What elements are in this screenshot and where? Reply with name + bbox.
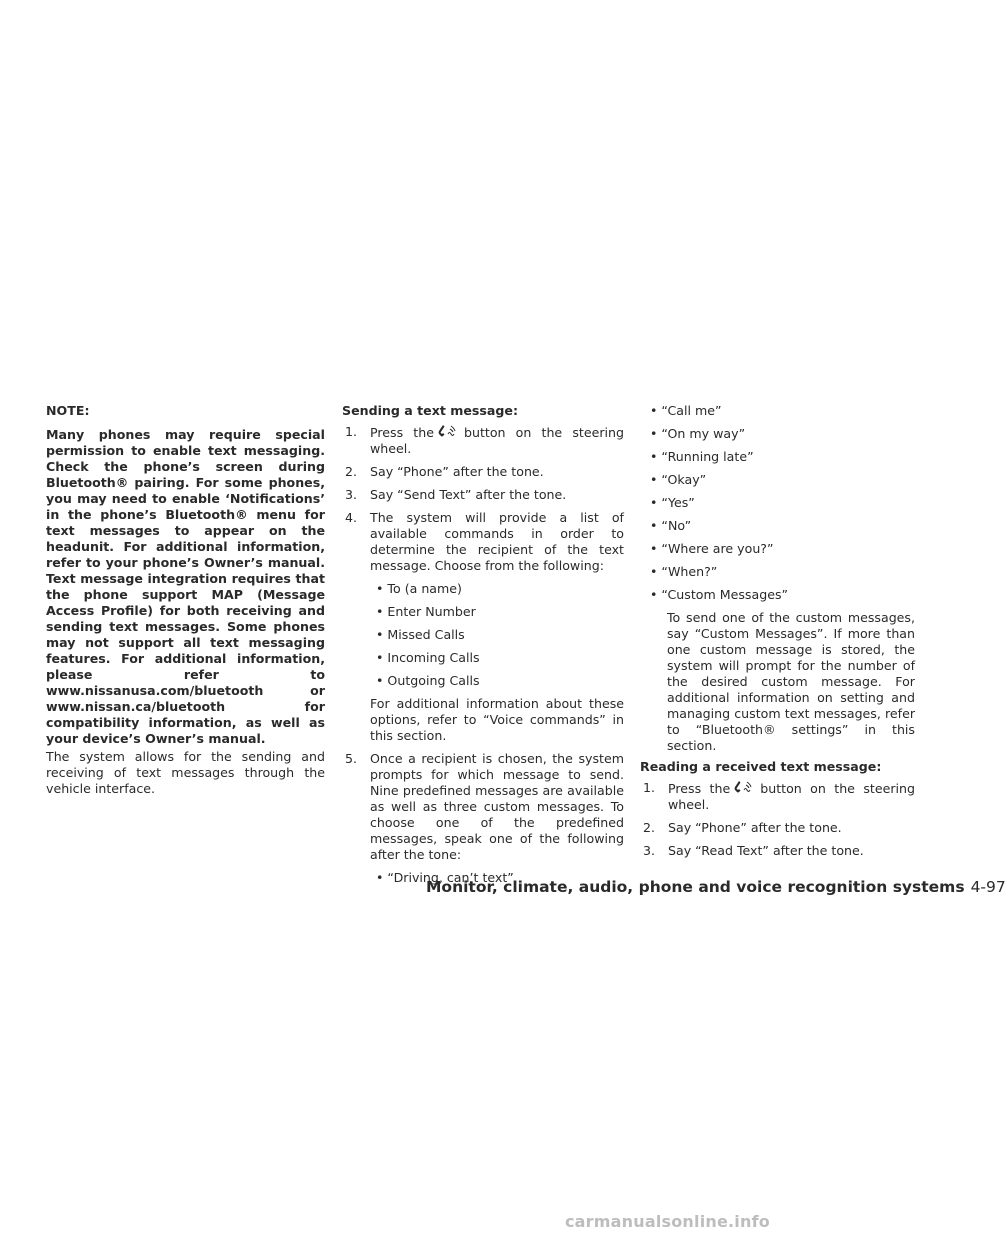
sending-step-5: [345, 751, 624, 863]
reading-step-3: [643, 843, 915, 859]
note-heading: NOTE:: [46, 403, 90, 418]
page-number: 4-97: [970, 878, 1006, 896]
predefined-message: • “When?”: [650, 564, 718, 579]
sending-step-2: [345, 464, 624, 480]
step-number: 4.: [345, 510, 358, 525]
column-3: [640, 403, 915, 866]
predefined-message: • “No”: [650, 518, 692, 533]
predefined-message: • “On my way”: [650, 426, 746, 441]
reading-step-1: [643, 780, 915, 813]
predefined-message: • “Call me”: [650, 403, 722, 418]
sending-step-4: [345, 510, 624, 574]
recipient-option: • Missed Calls: [376, 627, 465, 642]
recipient-option: • Incoming Calls: [376, 650, 480, 665]
step-text: Say “Phone” after the tone.: [668, 820, 842, 835]
predefined-message: • “Driving, can’t text”: [376, 870, 514, 885]
step-number: 5.: [345, 751, 358, 766]
chapter-title: Monitor, climate, audio, phone and voice recognition systems: [426, 878, 965, 896]
step-text-post: button on the steering wheel.: [668, 781, 915, 812]
predefined-message: • “Where are you?”: [650, 541, 774, 556]
column-2: [342, 403, 624, 893]
step-text: Say “Send Text” after the tone.: [370, 487, 567, 502]
step-number: 1.: [345, 424, 358, 439]
note-body: Many phones may require special permission to enable text messaging. Check the phone’s screen during Bluetooth® pairing. For some phones, you may need to enable ‘Notifications’ in the phone’s Bluetooth® menu for text messages to appear on the headunit. For additional information, refer to your phone’s Owner’s manual. Text message integration requires that the phone support MAP (Message Access Profile) for both receiving and sending text messages. Some phones may not support all text messaging features. For additional information, please refer to www.nissanusa.com/bluetooth or www.nissan.ca/bluetooth for compatibility information, as well as your device’s Owner’s manual.: [46, 427, 325, 746]
column-1: [46, 403, 325, 797]
step-text: The system will provide a list of available commands in order to determine the recipient of the text message. Choose from the following:: [370, 510, 624, 573]
step-text: Once a recipient is chosen, the system prompts for which message to send. Nine predefined messages are available as well as three custom messages. To choose one of the predefined messages, speak one of the following after the tone:: [370, 751, 624, 862]
sending-step-3: [345, 487, 624, 503]
predefined-message: • “Okay”: [650, 472, 707, 487]
predefined-message: • “Custom Messages”: [650, 587, 789, 602]
recipient-option: • Enter Number: [376, 604, 476, 619]
step-text-post: button on the steering wheel.: [370, 425, 624, 456]
step-text: Say “Read Text” after the tone.: [668, 843, 864, 858]
recipient-option: • To (a name): [376, 581, 462, 596]
sending-heading: Sending a text message:: [342, 403, 518, 418]
step-number: 2.: [345, 464, 358, 479]
step-number: 2.: [643, 820, 656, 835]
recipient-option: • Outgoing Calls: [376, 673, 480, 688]
voice-talk-icon: [436, 424, 458, 440]
step-number: 3.: [643, 843, 656, 858]
reading-heading: Reading a received text message:: [640, 759, 882, 774]
custom-messages-note: To send one of the custom messages, say “Custom Messages”. If more than one custom message is stored, the system will prompt for the number of the desired custom message. For additional information on setting and managing custom text messages, refer to “Bluetooth® settings” in this section.: [667, 610, 915, 753]
step-text: Say “Phone” after the tone.: [370, 464, 544, 479]
reading-step-2: [643, 820, 915, 836]
options-note: For additional information about these options, refer to “Voice commands” in this section.: [370, 696, 624, 743]
step-text-pre: Press the: [370, 425, 434, 440]
sending-step-1: [345, 424, 624, 457]
step-text-pre: Press the: [668, 781, 731, 796]
watermark: carmanualsonline.info: [565, 1212, 770, 1231]
intro-paragraph: The system allows for the sending and receiving of text messages through the vehicle interface.: [46, 749, 325, 796]
predefined-message: • “Running late”: [650, 449, 754, 464]
step-number: 1.: [643, 780, 656, 795]
voice-talk-icon: [732, 780, 754, 796]
step-number: 3.: [345, 487, 358, 502]
predefined-message: • “Yes”: [650, 495, 695, 510]
page-footer: [426, 878, 1006, 896]
